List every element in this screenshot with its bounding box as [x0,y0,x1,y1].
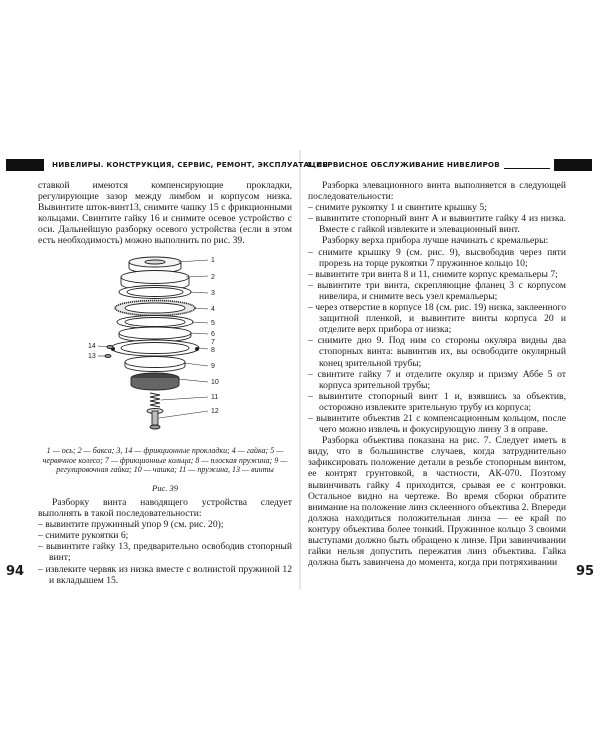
part-plate-spring [111,340,199,356]
left-text-top [38,180,292,247]
fig-label-11: 11 [211,394,219,401]
paragraph: Разборку винта наводящего устройства следует выполнять в такой последовательности: [38,497,292,520]
paragraph: – снимите рукоятку 1 и свинтите крышку 5; [308,202,487,214]
paragraph: – вывинтите пружинный упор 9 (см. рис. 20); [38,519,224,531]
paragraph: – вывинтите гайку 13, предварительно освободив стопорный винт; [38,541,292,564]
left-running-head [6,158,329,171]
fig-label-4: 4 [211,306,215,313]
figure-caption: 1 — ось; 2 — баксa; 3, 14 — фрикционные прокладки; 4 — гайка; 5 — червячное колесо; 7 — фрикционные кольца; 8 — плоская пружина; 9 — регулировочная гайка; 10 — чашка; 11 — пружина, 13 — винты [42,446,288,475]
fig-label-1: 1 [211,257,215,264]
fig-label-7: 7 [211,339,215,346]
right-running-head-text: 4. СЕРВИСНОЕ ОБСЛУЖИВАНИЕ НИВЕЛИРОВ [306,160,500,169]
fig-label-14: 14 [88,343,96,350]
fig-label-9: 9 [211,363,215,370]
paragraph: – снимите рукоятки 6; [38,530,129,542]
fig-label-3: 3 [211,290,215,297]
paragraph: – вывинтите стопорный винт А и вывинтите гайку 4 из низка. Вместе с гайкой извлеките и элевационный винт. [308,213,566,236]
paragraph: – вывинтите объектив 21 с компенсационным кольцом, после чего можно извлечь и фокусирующую линзу 3 в оправе. [308,412,566,436]
paragraph: Разборку верха прибора лучше начинать с кремальеры: [322,235,549,247]
paragraph: – извлеките червяк из низка вместе с волнистой пружиной 12 и вкладышем 15. [38,563,292,586]
paragraph: – через отверстие в корпусе 18 (см. рис. 19) низка, заклеенного защитной пленкой, и вывинтите винты корпуса 20 и отделите верх прибора от низка; [308,302,566,336]
figure-title: Рис. 39 [152,483,178,493]
fig-label-8: 8 [211,347,215,354]
part-adjust-nut [125,357,185,372]
part-spring [150,393,160,407]
part-screws-13-14 [105,346,113,358]
figure-39-exploded-drawing [80,252,280,442]
paragraph: – снимите дно 9. Под ним со стороны окуляра видны два стопорных винта: вывинтив их, вы освободите окулярный конец зрительной трубы; [308,335,566,369]
paragraph: – свинтите гайку 7 и отделите окуляр и призму Аббе 5 от корпуса зрительной трубы; [308,368,566,391]
left-text-bottom [38,497,292,586]
part-worm-gear [115,301,195,316]
running-head-rule [504,168,550,169]
fig-label-5: 5 [211,320,215,327]
left-running-head-text: НИВЕЛИРЫ. КОНСТРУКЦИЯ, СЕРВИС, РЕМОНТ, ЭКСПЛУАТАЦИЯ [52,160,329,169]
right-running-head [306,158,592,171]
part-ring-6 [117,316,193,329]
paragraph: – вывинтите три винта, скрепляющие фланец 3 с корпусом нивелира, и снимите весь узел кремальеры; [308,279,566,302]
right-text [308,180,566,568]
fig-label-13: 13 [88,353,96,360]
part-cup [131,373,179,390]
right-page [300,0,600,750]
running-head-block [554,159,592,171]
paragraph: – вывинтите три винта 8 и 11, снимите корпус кремальеры 7; [308,268,558,280]
running-head-block [6,159,44,171]
part-friction-pad [119,286,191,299]
paragraph: Разборка элевационного винта выполняется в следующей последовательности: [308,180,566,203]
paragraph: Разборка объектива показана на рис. 7. Следует иметь в виду, что в большинстве случаев, когда затруднительно зафиксировать положение детали в резьбе стопорным винтом, ее контрят грунтовкой, в частности, АК-070. Поэтому вывинчивать гайку 4 приходится, срывая ее с контровки. Остальное видно на чертеже. Во время сборки обратите внимание на положение линз склеенного объектива 2. Впереди должна находиться положительная линза — ее край по контуру объектива более тонкий. Пружинное кольцо 3 своими выступами должно быть обращено к линзе. При завинчивании гайки нельзя допустить пережатия линз объектива. Гайка должна быть завинчена до момента, когда при потряхивании [308,435,566,569]
fig-label-10: 10 [211,379,219,386]
fig-label-2: 2 [211,274,215,281]
fig-label-6: 6 [211,331,215,338]
part-screw [147,409,163,430]
right-page-number: 95 [576,564,595,579]
paragraph: – вывинтите стопорный винт 1 и, взявшись за объектив, осторожно извлеките зрительную трубу из корпуса; [308,390,566,413]
paragraph: ставкой имеются компенсирующие прокладки, регулирующие зазор между лимбом и корпусом низка. Вывинтите шток-винт13, снимите чашку 15 с фрикционными кольцами. Свинтите гайку 16 и снимите осевое устройство с оси. Дальнейшую разборку осевого устройства (если в этом есть необходимость) можно выполнить по рис. 39. [38,180,292,247]
left-page-number: 94 [6,564,25,579]
paragraph: – снимите крышку 9 (см. рис. 9), высвободив через пяти прорезь на торце рукоятки 7 пружинное кольцо 10; [308,246,566,269]
fig-label-12: 12 [211,408,219,415]
